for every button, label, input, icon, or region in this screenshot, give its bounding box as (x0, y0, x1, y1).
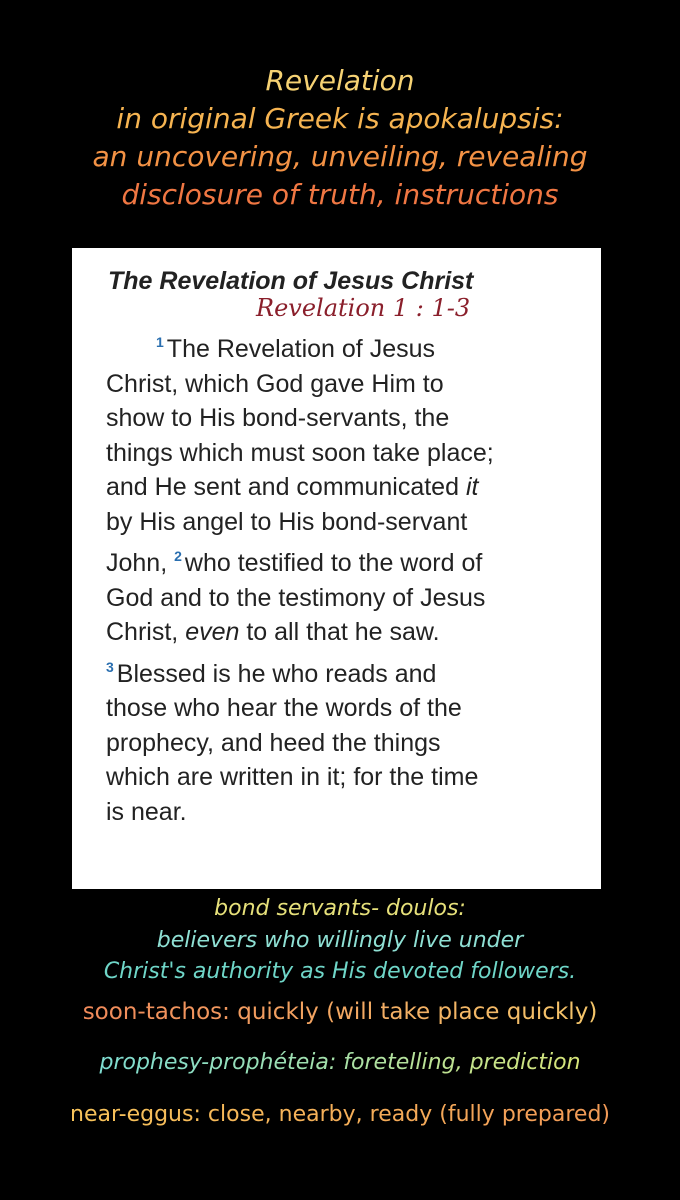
scripture-card (72, 248, 601, 889)
word-notes (0, 892, 680, 1132)
verse-line-text: which are written in it; for the time (106, 763, 479, 791)
verse-line-text: those who hear the words of the (106, 694, 462, 722)
verse-line-text: Christ, which God gave Him to (106, 369, 444, 398)
verse-line (106, 325, 577, 367)
verse-line (106, 436, 577, 471)
verse-number: 1 (156, 334, 164, 350)
scripture-reference: Revelation 1 : 1-3 (256, 294, 471, 322)
header-line-2: in original Greek is apokalupsis: (116, 102, 564, 135)
header-line-4: disclosure of truth, instructions (121, 178, 559, 211)
verse-line-text: John, (106, 549, 175, 577)
header-line-3: an uncovering, unveiling, revealing (92, 140, 588, 173)
verse-line (106, 691, 577, 726)
verse-line (106, 726, 577, 761)
verse-text (106, 325, 577, 829)
verse-line-text: Blessed is he who reads and (116, 659, 437, 688)
card-title: The Revelation of Jesus Christ (108, 267, 474, 295)
verse-line (106, 760, 577, 795)
verse-line (106, 650, 577, 692)
verse-line (106, 401, 577, 436)
verse-number: 2 (174, 548, 182, 564)
verse-line-text: Christ, (106, 618, 186, 646)
verse-line (106, 615, 577, 650)
verse-line-text: things which must soon take place; (106, 438, 494, 467)
verse-line (106, 367, 577, 402)
note-bond-servants-line-1: bond servants- doulos: (214, 896, 466, 921)
verse-number: 3 (106, 658, 114, 675)
note-soon-text: soon-tachos: quickly (will take place quickly) (82, 999, 598, 1025)
note-prophesy-text: prophesy-prophéteia: foretelling, prediction (99, 1050, 581, 1075)
verse-line-text: to all that he saw. (239, 618, 440, 646)
verse-line-text: The Revelation of Jesus (166, 335, 435, 363)
verse-line (106, 581, 577, 616)
verse-line-text: prophecy, and heed the things (106, 728, 441, 757)
verse-line-text: and He sent and communicated (106, 473, 466, 501)
verse-emphasis: it (465, 473, 479, 501)
verse-line (106, 470, 577, 505)
verse-line (106, 795, 577, 830)
note-bond-servants-line-3: Christ's authority as His devoted followers. (103, 959, 577, 984)
note-bond-servants-line-2: believers who willingly live under (156, 928, 524, 953)
verse-line-text: who testified to the word of (184, 549, 483, 577)
note-near (0, 1098, 680, 1132)
note-soon (0, 995, 680, 1029)
header-definition (0, 62, 680, 214)
verse-line-text: show to His bond-servants, the (106, 404, 450, 432)
header-line-1: Revelation (265, 64, 415, 97)
note-near-text: near-eggus: close, nearby, ready (fully prepared) (69, 1102, 611, 1127)
verse-line-text: by His angel to His bond-servant (106, 507, 468, 536)
note-prophesy (0, 1046, 680, 1080)
verse-line-text: God and to the testimony of Jesus (106, 583, 486, 612)
verse-line (106, 539, 577, 581)
verse-line (106, 505, 577, 540)
verse-emphasis: even (185, 618, 240, 646)
verse-line-text: is near. (106, 797, 187, 826)
